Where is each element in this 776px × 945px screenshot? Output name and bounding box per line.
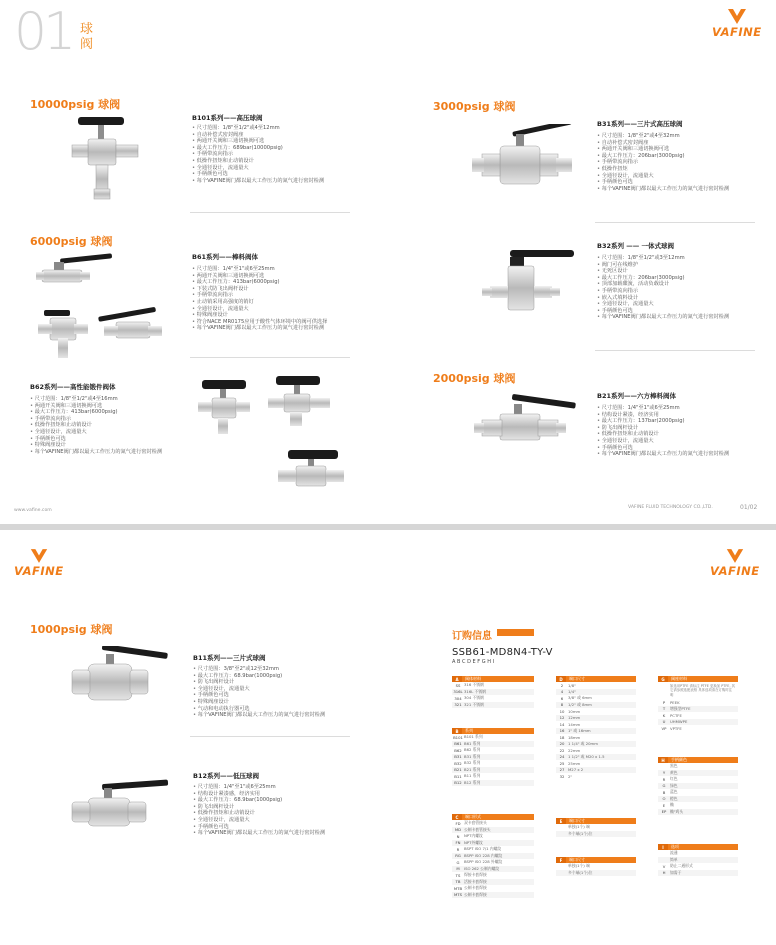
code-cell: V [662, 863, 666, 869]
spec-item: • 防飞出阀杆设计 [597, 425, 729, 432]
spec-item: • 手柄颜色可选 [193, 824, 325, 831]
desc-cell: 如需于 [670, 869, 682, 875]
desc-cell: 22mm [568, 747, 581, 753]
desc-cell: 椭 [670, 802, 674, 808]
spec-item: • 每个VAFINE阀门都以最大工作压力的氮气进行密封检测 [597, 186, 729, 193]
desc-cell: 公制卡套管接头 [464, 826, 491, 832]
spec-item: • 结构设计紧凑，经济实用 [597, 412, 729, 419]
desc-cell: M27 x 2 [568, 767, 584, 773]
spec-item: • 每个VAFINE阀门都以最大工作压力的氮气进行密封检测 [597, 451, 729, 458]
desc-cell: 1" 或 16mm [568, 727, 591, 733]
code-cell: B101 [453, 734, 463, 740]
code-cell: 22 [559, 747, 565, 753]
spec-list-b61 [192, 266, 327, 332]
spec-item: • 低操作扭矩和止动销设计 [193, 810, 325, 817]
desc-cell: 12mm [568, 715, 581, 721]
desc-cell: 单独(1个) 端 [568, 824, 590, 830]
code-cell: P [662, 699, 666, 705]
spec-item: • 手柄颜色可选 [597, 308, 729, 315]
spec-item: • 每个VAFINE阀门都以最大工作压力的氮气进行密封检测 [193, 830, 325, 837]
spec-item: • 每个VAFINE阀门都以最大工作压力的氮气进行密封检测 [597, 314, 729, 321]
spec-item: • 手柄颜色可选 [193, 692, 325, 699]
b32-valve-image [480, 246, 580, 336]
spec-item: • 每个VAFINE阀门都以最大工作压力的氮气进行密封检测 [193, 712, 325, 719]
code-cell: U [662, 719, 666, 725]
code-cell: G [456, 859, 460, 865]
desc-cell: 多个端(1个)位 [568, 830, 593, 836]
code-cell: 304 [454, 695, 462, 701]
code-cell: 316L [453, 689, 463, 695]
desc-cell: 18mm [568, 734, 581, 740]
spec-item: • 结构设计紧凑感，经济实用 [193, 791, 325, 798]
code-cell: 16 [559, 728, 565, 734]
code-cell: B12 [454, 780, 462, 786]
spec-item: • 低操作扭矩和止动销设计 [597, 431, 729, 438]
spec-item: • 尺寸范围：3/8"至2"或12至32mm [193, 666, 325, 673]
brand-logo-left [14, 548, 64, 577]
series-title-b11: B11系列——三片式球阀 [193, 654, 266, 662]
spec-item: • 手柄带流向指示 [597, 159, 729, 166]
code-cell: 14 [559, 721, 565, 727]
spec-item: • 自动补偿式密封阀座 [192, 132, 324, 139]
spec-item: • 手柄带流向指示 [30, 416, 162, 423]
order-table-b [452, 728, 534, 786]
section-title-2000psig: 2000psig 球阀 [433, 372, 516, 385]
table-key: A [452, 676, 462, 682]
spec-item: • 尺寸范围：1/4"至1"或6至25mm [193, 784, 325, 791]
valve-handle-logo-icon [725, 548, 745, 564]
desc-cell: 红色 [670, 776, 678, 782]
series-title-b101: B101系列——高压球阀 [192, 114, 263, 122]
desc-cell: UHMWPE [670, 719, 688, 725]
valve-handle-logo-icon [726, 8, 748, 25]
b101-valve-image [70, 113, 148, 205]
table-key: I [658, 844, 668, 850]
spec-item: • 最大工作压力：413bar(6000psig) [192, 279, 327, 286]
spec-item: • 最大工作压力：206bar(3000psig) [597, 153, 729, 160]
code-cell: N [456, 833, 460, 839]
desc-cell: B12 系列 [464, 779, 481, 785]
spec-item: • 每个VAFINE阀门都以最大工作压力的氮气进行密封检测 [192, 178, 324, 185]
brand-logo-right [710, 548, 760, 577]
brand-wordmark: VAFINE [712, 25, 762, 39]
desc-cell: 增强型PTFE [670, 705, 691, 711]
catalog-page-2 [0, 530, 776, 945]
desc-cell: 1 1/2" 或 M20 x 1.5 [568, 753, 605, 759]
series-title-b12: B12系列——低压球阀 [193, 772, 259, 780]
code-cell: B61 [454, 741, 462, 747]
code-cell: 8 [560, 702, 564, 708]
code-cell: B31 [454, 754, 462, 760]
desc-cell: 公制卡套焊接 [464, 891, 487, 897]
spec-item: • 手柄带流向指示 [597, 288, 729, 295]
divider [190, 212, 350, 213]
code-cell: FN [455, 840, 461, 846]
b31-valve-image [470, 124, 580, 206]
divider [190, 736, 350, 737]
spec-item: • 全通径设计，流通量大 [30, 429, 162, 436]
table-key: D [556, 676, 566, 682]
order-table-h [658, 757, 738, 815]
spec-item: • 手柄颜色可选 [597, 445, 729, 452]
desc-cell: VPTFE [670, 725, 682, 731]
order-info-title: 订购信息 [452, 631, 492, 642]
desc-cell: 321 不锈钢 [464, 701, 484, 707]
desc-cell: 单独(1个) 端 [568, 863, 590, 869]
spec-item: • 特殊阀座设计 [192, 312, 327, 319]
spec-item: • 自动补偿式密封阀座 [597, 140, 729, 147]
spec-item: • 最大工作压力：206bar(3000psig) [597, 275, 729, 282]
order-table-f [556, 857, 636, 876]
b62-valve-images [196, 374, 348, 496]
desc-cell: 1/8" [568, 682, 576, 688]
spec-item: • 每个VAFINE阀门都以最大工作压力的氮气进行密封检测 [192, 325, 327, 332]
section-title-10000psig: 10000psig 球阀 [30, 98, 121, 111]
desc-cell: B31 系列 [464, 753, 481, 759]
spec-item: • 尺寸范围：1/4"至1"或6至25mm [192, 266, 327, 273]
b12-valve-image [62, 778, 172, 838]
table-key: C [452, 814, 462, 820]
code-cell: SS [455, 682, 461, 688]
desc-cell: 316L 不锈钢 [464, 688, 486, 694]
table-key: E [556, 818, 566, 824]
series-title-b62: B62系列——高性能锻件阀体 [30, 383, 116, 391]
spec-item: • 两通开关阀和三通切换阀可选 [30, 403, 162, 410]
order-title-accent-bar [497, 629, 534, 636]
desc-cell: BSPT ISO 7/1 内螺纹 [464, 846, 502, 852]
desc-cell: 316 不锈钢 [464, 682, 484, 688]
table-title: 端口形式 [465, 814, 481, 819]
desc-cell: 10mm [568, 708, 581, 714]
code-cell: B21 [454, 767, 462, 773]
spec-item: • 最大工作压力：689bar(10000psig) [192, 145, 324, 152]
b21-valve-image [472, 392, 582, 462]
spec-item: • 每个VAFINE阀门都以最大工作压力的氮气进行密封检测 [30, 449, 162, 456]
table-title: 端口尺寸 [569, 818, 585, 823]
desc-cell: 1/2" 或 8mm [568, 701, 592, 707]
b61-valve-images [36, 252, 176, 364]
section-title-6000psig: 6000psig 球阀 [30, 235, 113, 248]
website-link[interactable]: www.vafine.com [14, 508, 52, 513]
spec-item: • 全通径设计，流通量大 [192, 165, 324, 172]
brand-logo [712, 8, 762, 38]
desc-cell: BSPP ISO 228 外螺纹 [464, 859, 503, 865]
series-title-b21: B21系列——六方棒料阀体 [597, 392, 676, 400]
desc-cell: PEEK [670, 699, 680, 705]
spec-item: • 气动和电动执行器可选 [193, 706, 325, 713]
desc-cell: 1/4" [568, 689, 576, 695]
spec-item: • 无死区设计 [597, 268, 729, 275]
table-title: 阀体材料 [465, 676, 481, 681]
table-key: G [658, 676, 668, 682]
order-code-letters: A B C D E F G H I [452, 659, 495, 665]
code-cell: 2 [560, 682, 564, 688]
seat-material-note: 如选用PTFE 请标注 PTFE 更换加 PTFE, 其它请参照选配表格 具体选项请在订购时注明 [670, 684, 735, 697]
desc-cell: B32 系列 [464, 760, 481, 766]
spec-list-b12 [193, 784, 325, 837]
spec-item: • 特殊阀座设计 [193, 699, 325, 706]
desc-cell: ISO 262 公制内螺纹 [464, 865, 500, 871]
desc-cell: 黑色 [670, 763, 678, 769]
series-title-b32: B32系列 —— 一体式球阀 [597, 242, 675, 250]
desc-cell: B101 系列 [464, 734, 483, 740]
table-title: 手柄颜色 [671, 757, 687, 762]
spec-item: • 全通径设计，流通量大 [192, 306, 327, 313]
spec-item: • 尺寸范围：1/8"至2"或4至32mm [597, 133, 729, 140]
desc-cell: 1 1/4" 或 20mm [568, 740, 598, 746]
desc-cell: 活接卡套焊接 [464, 878, 487, 884]
spec-item: • 全通径设计，流通量大 [193, 817, 325, 824]
brand-wordmark: VAFINE [710, 564, 760, 578]
spec-list-b101 [192, 125, 324, 184]
code-cell: G [662, 783, 666, 789]
table-title: 选项 [671, 844, 679, 849]
spec-list-b62 [30, 396, 162, 455]
desc-cell: 25mm [568, 760, 581, 766]
spec-item: • 低操作扭矩和止动销设计 [30, 422, 162, 429]
divider [190, 357, 350, 358]
desc-cell: B11 系列 [464, 773, 481, 779]
section-title-1000psig: 1000psig 球阀 [30, 623, 113, 636]
order-table-d [556, 676, 636, 780]
spec-item: • 全通径设计，流通量大 [597, 301, 729, 308]
spec-item: • 低操作扭矩 [597, 166, 729, 173]
chapter-number: 01 [14, 2, 73, 62]
spec-item: • 低操作扭矩和止动销设计 [192, 158, 324, 165]
desc-cell: NPT内螺纹 [464, 833, 483, 839]
spec-item: • 两通开关阀和三通切换阀可选 [597, 146, 729, 153]
code-cell: 32 [559, 773, 565, 779]
code-cell: FD [455, 820, 461, 826]
table-title: 端口尺寸 [569, 676, 585, 681]
code-cell: H [662, 870, 666, 876]
desc-cell: 蓝色 [670, 789, 678, 795]
desc-cell: 2" [568, 773, 573, 779]
spec-item: • 最大工作压力：68.9bar(1000psig) [193, 797, 325, 804]
series-title-b31: B31系列——三片式高压球阀 [597, 120, 683, 128]
desc-cell: B21 系列 [464, 766, 481, 772]
order-table-c [452, 814, 534, 898]
spec-item: • 尺寸范围：1/8"至1/2"或4至12mm [192, 125, 324, 132]
b11-valve-image [62, 646, 172, 712]
desc-cell: BSPP ISO 228 内螺纹 [464, 852, 503, 858]
spec-item: • 阀门可在线维护 [597, 262, 729, 269]
desc-cell: B62 系列 [464, 747, 481, 753]
spec-item: • 手柄颜色可选 [192, 171, 324, 178]
order-code-example: SSB61-MD8N4-TY-V [452, 647, 553, 658]
code-cell: TS [455, 872, 461, 878]
table-title: 阀座材料 [671, 676, 687, 681]
code-cell: 6 [560, 695, 564, 701]
table-key: F [556, 857, 566, 863]
spec-list-b31 [597, 133, 729, 192]
code-cell: 12 [559, 715, 565, 721]
code-cell: 25 [559, 760, 565, 766]
spec-item: • 下装式防飞出阀杆设计 [192, 286, 327, 293]
spec-item: • 防飞出阀杆设计 [193, 804, 325, 811]
code-cell: E [662, 802, 666, 808]
spec-item: • 手柄带流向指示 [192, 151, 324, 158]
spec-item: • 尺寸范围：1/4"至1"或6至25mm [597, 405, 729, 412]
spec-item: • 手柄颜色可选 [30, 436, 162, 443]
code-cell: 20 [559, 741, 565, 747]
divider [595, 222, 755, 223]
code-cell: 10 [559, 708, 565, 714]
spec-item: • 最大工作压力：137bar(2000psig) [597, 418, 729, 425]
code-cell: 27 [559, 767, 565, 773]
code-cell: EP [661, 809, 667, 815]
desc-cell: 304 不锈钢 [464, 695, 484, 701]
desc-cell: 双卡套管接头 [464, 820, 487, 826]
spec-item: • 尺寸范围：1/8"至1/2"或3至12mm [597, 255, 729, 262]
order-table-i [658, 844, 738, 876]
code-cell: B11 [454, 773, 462, 779]
order-table-g [658, 676, 738, 732]
code-cell: M [456, 866, 460, 872]
desc-cell: B61 系列 [464, 740, 481, 746]
spec-item: • 全通径设计，流通量大 [597, 438, 729, 445]
valve-handle-logo-icon [29, 548, 49, 564]
code-cell: RG [455, 853, 461, 859]
code-cell: R [662, 776, 666, 782]
code-cell: B [662, 789, 666, 795]
desc-cell: 橙色 [670, 795, 678, 801]
spec-item: • 手柄带流向指示 [192, 292, 327, 299]
desc-cell: 多个端(1个)位 [568, 869, 593, 875]
table-key: B [452, 728, 462, 734]
code-cell: TB [455, 879, 461, 885]
desc-cell: 防止二通形式 [670, 863, 693, 869]
spec-item: • 符合NACE MR0175应用于酸性气体环境中的阀可供选择 [192, 319, 327, 326]
spec-item: • 全通径设计，流通量大 [193, 686, 325, 693]
desc-cell: 黄色 [670, 769, 678, 775]
spec-item: • 最大工作压力：68.9bar(1000psig) [193, 673, 325, 680]
desc-cell: 绿色 [670, 782, 678, 788]
spec-item: • 嵌入式填料设计 [597, 295, 729, 302]
code-cell: MTS [453, 892, 462, 898]
code-cell: B62 [454, 747, 462, 753]
brand-wordmark: VAFINE [14, 564, 64, 578]
desc-cell: PCTFE [670, 712, 682, 718]
desc-cell: 简单 [670, 856, 678, 862]
page-number: 01/02 [740, 504, 758, 511]
desc-cell: NPT外螺纹 [464, 839, 483, 845]
spec-list-b11 [193, 666, 325, 719]
spec-item: • 特殊阀座设计 [30, 442, 162, 449]
desc-cell: 3/8" 或 6mm [568, 695, 592, 701]
code-cell: 18 [559, 734, 565, 740]
code-cell: K [662, 712, 666, 718]
code-cell: Y [662, 770, 666, 776]
code-cell: O [662, 796, 666, 802]
spec-item: • 防飞出阀杆设计 [193, 679, 325, 686]
code-cell: VP [661, 725, 667, 731]
table-key: H [658, 757, 668, 763]
chapter-title: 球阀 [80, 22, 94, 52]
desc-cell: 流通 [670, 850, 678, 856]
code-cell: T [662, 706, 666, 712]
code-cell: MTB [453, 885, 463, 891]
order-table-e [556, 818, 636, 837]
spec-item: • 顶部加载碟簧，活动负载设计 [597, 281, 729, 288]
table-title: 端口尺寸 [569, 857, 585, 862]
code-cell: 4 [560, 689, 564, 695]
spec-item: • 尺寸范围：1/8"至1/2"或4至16mm [30, 396, 162, 403]
code-cell: R [456, 846, 460, 852]
code-cell: 24 [559, 754, 565, 760]
spec-item: • 最大工作压力：413bar(6000psig) [30, 409, 162, 416]
footer-company: VAFINE FLUID TECHNOLOGY CO.,LTD. [628, 505, 713, 510]
spec-list-b32 [597, 255, 729, 321]
code-cell: B32 [454, 760, 462, 766]
spec-item: • 全通径设计，流通量大 [597, 173, 729, 180]
spec-list-b21 [597, 405, 729, 458]
desc-cell: 焊接卡套焊接 [464, 872, 487, 878]
spec-item: • 止动销采用高强度的销钉 [192, 299, 327, 306]
code-cell: MD [454, 827, 462, 833]
spec-item: • 两通开关阀和三通切换阀可选 [192, 138, 324, 145]
desc-cell: 椭"鸡头 [670, 808, 684, 814]
spec-item: • 两通开关阀和三通切换阀可选 [192, 273, 327, 280]
desc-cell: 14mm [568, 721, 581, 727]
spec-item: • 手柄颜色可选 [597, 179, 729, 186]
series-title-b61: B61系列——棒料阀体 [192, 253, 258, 261]
section-title-3000psig: 3000psig 球阀 [433, 100, 516, 113]
divider [595, 350, 755, 351]
order-table-a [452, 676, 534, 708]
table-title: 系列 [465, 728, 473, 733]
code-cell: 321 [454, 702, 462, 708]
desc-cell: 公制卡套焊接 [464, 885, 487, 891]
